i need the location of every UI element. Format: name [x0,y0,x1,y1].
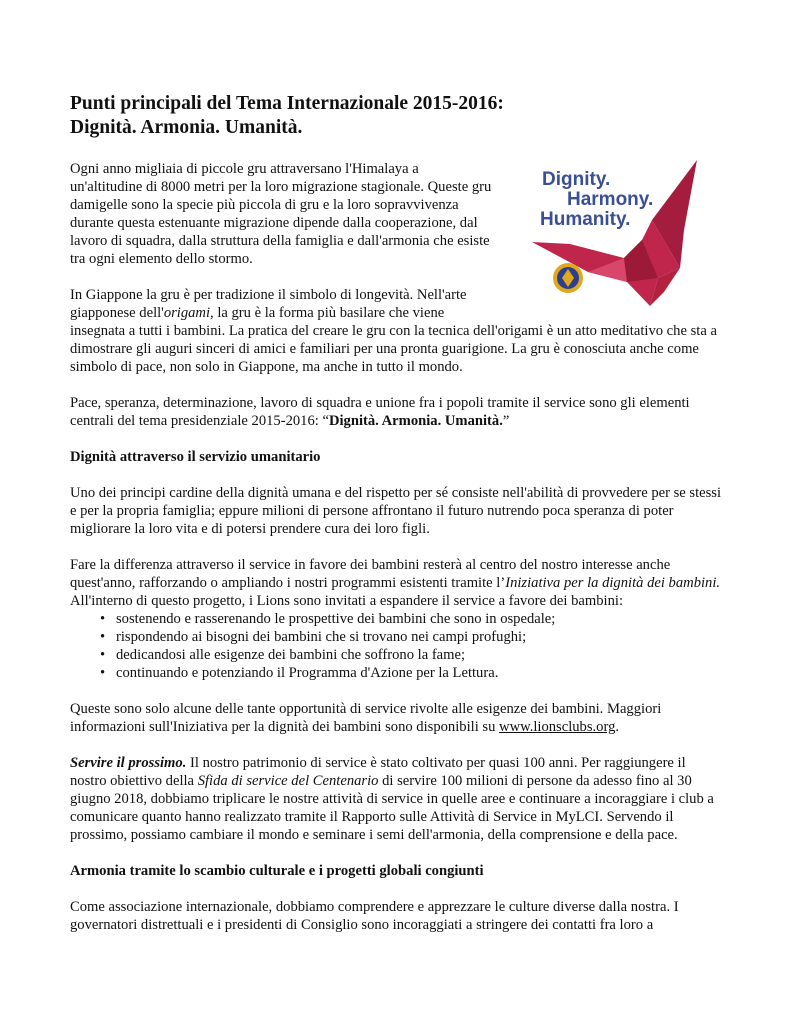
list-item: • dedicandosi alle esigenze dei bambini che soffrono la fame; [70,646,725,664]
text-run: Il nostro patrimonio di service è stato coltivato per quasi 100 anni. Per raggiungere il nostro obiettivo della [70,755,686,789]
page-title [70,92,725,140]
text-run: di servire 100 milioni di persone da adesso fino al 30 giugno 2018, dobbiamo triplicare le nostre attività di service in quelle aree e continuare a incoraggiare i club a comunicare quanto hanno realizzato tramite il Rapporto sulle Attività di Service in MyLCI. Servendo il prossimo, possiamo cambiare il mondo e seminare i semi dell'armonia, della comprensione e della pace. [70,773,714,843]
text-line: Ogni anno migliaia di piccole gru attraversano l'Himalaya a [70,161,419,177]
text-run: Pace, speranza, determinazione, lavoro di squadra e unione fra i popoli tramite il service sono gli elementi centrali del tema presidenziale 2015-2016: “ [70,395,690,429]
list-item: • rispondendo ai bisogni dei bambini che si trovano nei campi profughi; [70,628,725,646]
section1-paragraph-1: Uno dei principi cardine della dignità umana e del rispetto per sé consiste nell'abilità di provvedere per se stessi e per la propria famiglia; eppure milioni di persone affrontano il futuro nutrendo poca speranza di poter migliorare la loro vita e di potersi prendere cura dei loro figli. [70,485,722,537]
text-line: damigelle sono la specie più piccola di gru e la loro sopravvivenza [70,197,459,213]
title-line-1: Punti principali del Tema Internazionale 2015-2016: [70,93,504,114]
text-run: Fare la differenza attraverso il service in favore dei bambini resterà al centro del nostro interesse anche quest'anno, rafforzando o ampliando i nostri programmi esistenti tramite l’ [70,557,671,591]
section1-paragraph-2 [70,556,725,682]
intro-paragraph-3 [70,394,725,430]
text-run: ” [502,413,510,429]
text-line: durante questa estenuante migrazione dipende dalla cooperazione, dal [70,215,478,231]
section-heading-harmony: Armonia tramite lo scambio culturale e i progetti globali congiunti [70,863,484,879]
text-run: , la gru è la forma più basilare che viene [210,305,445,321]
section1-paragraph-4 [70,754,725,844]
origami-term: origami [163,305,211,321]
text-run: insegnata a tutti i bambini. La pratica del creare le gru con la tecnica dell'origami è un atto meditativo che sta a dimostrare gli auguri sinceri di amici e familiari per una pronta guarigione. La gru è conosciuta anche come simbolo di pace, non solo in Giappone, ma anche in tutto il mondo. [70,323,717,375]
logo-line-humanity: Humanity. [540,209,631,230]
text-run: . [615,719,620,735]
theme-name: Dignità. Armonia. Umanità. [328,413,503,429]
text-line: In Giappone la gru è per tradizione il simbolo di longevità. Nell'arte [70,287,467,303]
text-line: lavoro di squadra, dalla struttura della famiglia e dall'armonia che esiste [70,233,490,249]
section-heading-dignity: Dignità attraverso il servizio umanitario [70,449,321,465]
centennial-challenge-name: Sfida di service del Centenario [197,773,379,789]
list-item: • sostenendo e rasserenando le prospettive dei bambini che sono in ospedale; [70,610,725,628]
text-line: tra ogni elemento dello stormo. [70,251,253,267]
lionsclubs-link[interactable]: www.lionsclubs.org [499,719,616,735]
logo-text [542,170,653,230]
bullet-list [70,610,725,682]
intro-paragraph-1 [70,160,520,268]
logo-line-harmony: Harmony. [567,189,654,210]
title-line-2: Dignità. Armonia. Umanità. [70,117,303,138]
initiative-name: Iniziativa per la dignità dei bambini. [505,575,721,591]
section1-paragraph-3 [70,700,725,736]
text-run: giapponese dell' [70,305,164,321]
section2-paragraph-1: Come associazione internazionale, dobbiamo comprendere e apprezzare le culture diverse dalla nostra. I governatori distrettuali e i presidenti di Consiglio sono incoraggiati a stringere dei contatti fra loro a [70,899,679,933]
text-line: un'altitudine di 8000 metri per la loro migrazione stagionale. Queste gru [70,179,492,195]
serve-heading: Servire il prossimo. [70,755,187,771]
list-item: • continuando e potenziando il Programma d'Azione per la Lettura. [70,664,725,682]
logo-line-dignity: Dignity. [542,169,611,190]
theme-logo [532,160,708,308]
lions-emblem-icon [552,262,584,294]
text-run: Queste sono solo alcune delle tante opportunità di service rivolte alle esigenze dei bambini. Maggiori informazioni sull'Iniziativa per la dignità dei bambini sono disponibili su [70,701,662,735]
text-run: All'interno di questo progetto, i Lions sono invitati a espandere il service a favore dei bambini: [70,593,623,609]
